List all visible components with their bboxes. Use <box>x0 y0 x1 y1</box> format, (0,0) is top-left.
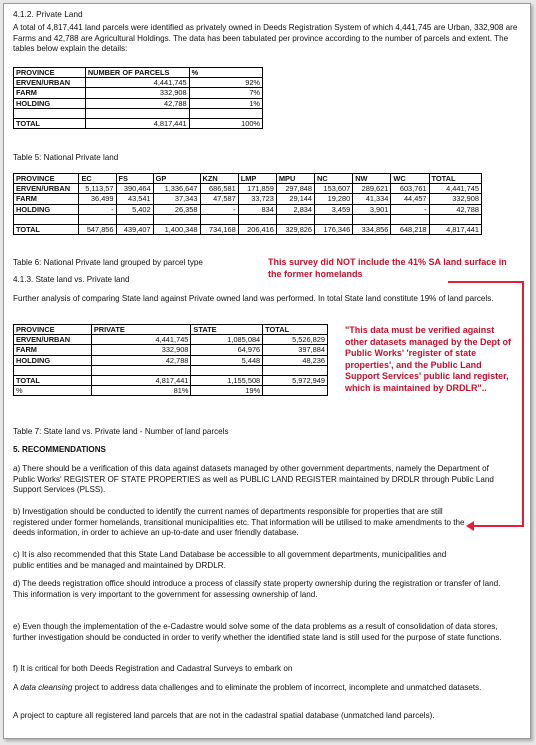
section-heading-private-land: 4.1.2. Private Land <box>13 9 83 19</box>
table-cell: 5,113,57 <box>79 184 116 194</box>
table-state-vs-private <box>13 324 328 396</box>
table-cell: 37,343 <box>153 194 200 204</box>
table-cell: - <box>79 204 116 214</box>
table-cell: HOLDING <box>14 204 79 214</box>
table-cell: 289,621 <box>353 184 391 194</box>
table-cell: 834 <box>238 204 276 214</box>
table-header-cell: NUMBER OF PARCELS <box>85 68 189 78</box>
table-cell: 44,457 <box>391 194 429 204</box>
table-caption: Table 7: State land vs. Private land - Number of land parcels <box>13 427 229 436</box>
table-cell: ERVEN/URBAN <box>14 335 92 345</box>
table-cell: 397,884 <box>263 345 328 355</box>
table-percent-row <box>14 386 328 396</box>
table-cell: 332,908 <box>91 345 191 355</box>
table-header-cell: PROVINCE <box>14 68 86 78</box>
annotation-connector-bottom <box>474 525 524 527</box>
table-cell: - <box>200 204 238 214</box>
table-header-cell: EC <box>79 174 116 184</box>
table-cell: FARM <box>14 345 92 355</box>
table-cell: 42,788 <box>91 355 191 365</box>
table-cell: 5,402 <box>116 204 153 214</box>
table-cell: 47,587 <box>200 194 238 204</box>
table-header-cell: MPU <box>276 174 314 184</box>
recommendation-capture-parcels: A project to capture all registered land parcels that are not in the cadastral spatial database (unmatched land parcels). <box>13 711 435 720</box>
table-header-row <box>14 68 263 78</box>
table-cell: 36,499 <box>79 194 116 204</box>
table-cell: 1,085,084 <box>191 335 263 345</box>
table-cell: 42,788 <box>85 98 189 108</box>
table-cell: - <box>391 204 429 214</box>
table-row <box>14 98 263 108</box>
table-cell: 2,834 <box>276 204 314 214</box>
table-cell: 1,400,348 <box>153 224 200 234</box>
recommendation-d: d) The deeds registration office should introduce a process of classify state property ownership during the registration or transfer of land. This information is very important to the government for assessing ownership of land. <box>13 579 501 599</box>
table-cell: 1,336,647 <box>153 184 200 194</box>
table-header-cell: STATE <box>191 325 263 335</box>
table-header-cell: GP <box>153 174 200 184</box>
table-cell: TOTAL <box>14 224 79 234</box>
table-cell: 19% <box>191 386 263 396</box>
table-cell: HOLDING <box>14 355 92 365</box>
table-header-cell: WC <box>391 174 429 184</box>
table-cell: 332,908 <box>429 194 481 204</box>
table-header-cell: LMP <box>238 174 276 184</box>
table-header-cell: PROVINCE <box>14 325 92 335</box>
table-cell: 603,761 <box>391 184 429 194</box>
table-cell: 3,459 <box>315 204 353 214</box>
table-cell: 43,541 <box>116 194 153 204</box>
table-spacer-row <box>14 108 263 118</box>
table-row <box>14 335 328 345</box>
recommendation-e: e) Even though the implementation of the e-Cadastre would solve some of the data problems as a result of consolidation of data stores, further investigation should be conducted in order to verify whether the identified state land is still used for the purpose of state functions. <box>13 622 502 642</box>
table-header-cell: NW <box>353 174 391 184</box>
table-cell: 64,976 <box>191 345 263 355</box>
table-header-cell: TOTAL <box>429 174 481 184</box>
table-total-row <box>14 118 263 128</box>
private-land-paragraph: A total of 4,817,441 land parcels were identified as privately owned in Deeds Registration System of which 4,441,745 are Urban, 332,908 are Farms and 42,788 are Agricultural Holdings. The data has been tabulated per province according to the number of parcels and extent. The tables below explain the details: <box>13 23 518 54</box>
table-caption: Table 5: National Private land <box>13 153 119 162</box>
table-cell: 29,144 <box>276 194 314 204</box>
table-cell: 648,218 <box>391 224 429 234</box>
table-cell: 334,856 <box>353 224 391 234</box>
table-spacer-row <box>14 365 328 375</box>
table-cell: 81% <box>91 386 191 396</box>
state-vs-private-paragraph: Further analysis of comparing State land against Private owned land was performed. In total State land constitute 19% of land parcels. <box>13 294 494 303</box>
table-private-land-by-province <box>13 173 482 235</box>
emphasis-data-cleansing: data cleansing <box>20 683 73 692</box>
table-cell: 48,236 <box>263 355 328 365</box>
table-cell: 439,407 <box>116 224 153 234</box>
table-cell: 686,581 <box>200 184 238 194</box>
table-cell: TOTAL <box>14 118 86 128</box>
table-cell: 734,168 <box>200 224 238 234</box>
recommendations-heading: 5. RECOMMENDATIONS <box>13 445 106 454</box>
table-cell: 153,607 <box>315 184 353 194</box>
table-cell: 4,817,441 <box>429 224 481 234</box>
table-cell: 171,859 <box>238 184 276 194</box>
table-cell: 5,526,829 <box>263 335 328 345</box>
table-row <box>14 204 482 214</box>
table-cell: 5,972,949 <box>263 375 328 385</box>
table-header-cell: KZN <box>200 174 238 184</box>
table-header-cell: PRIVATE <box>91 325 191 335</box>
table-cell: 33,723 <box>238 194 276 204</box>
annotation-homelands-note: This survey did NOT include the 41% SA land surface in the former homelands <box>268 257 507 279</box>
table-cell: HOLDING <box>14 98 86 108</box>
table-cell: % <box>14 386 92 396</box>
table-cell: ERVEN/URBAN <box>14 184 79 194</box>
table-header-cell: PROVINCE <box>14 174 79 184</box>
recommendation-b: b) Investigation should be conducted to identify the current names of departments responsible for properties that are still registered under former homelands, transitional municipalities etc. That information will be utilised to make amendments to the deeds information, in order to achieve an up-to-date and user friendly database. <box>13 507 465 538</box>
table-cell: 4,817,441 <box>85 118 189 128</box>
recommendation-f: f) It is critical for both Deeds Registration and Cadastral Surveys to embark on <box>13 664 293 673</box>
text-prefix: A <box>13 683 21 692</box>
table-row <box>14 355 328 365</box>
table-cell: FARM <box>14 88 86 98</box>
annotation-connector-vertical <box>522 281 524 527</box>
table-row <box>14 345 328 355</box>
table-cell: 5,448 <box>191 355 263 365</box>
document-page <box>3 3 531 739</box>
table-cell: 1,155,508 <box>191 375 263 385</box>
table-cell: 1% <box>189 98 262 108</box>
table-national-private-land <box>13 67 263 129</box>
recommendation-data-cleansing <box>13 683 513 694</box>
table-row <box>14 88 263 98</box>
table-cell: 329,826 <box>276 224 314 234</box>
table-cell: 19,280 <box>315 194 353 204</box>
table-total-row <box>14 375 328 385</box>
annotation-verification-note: "This data must be verified against other datasets managed by the Dept of Public Works' 'register of state properties', and the Public Land Support Services' public land register, which is maintained by DRDLR".. <box>345 325 512 393</box>
table-cell: 26,358 <box>153 204 200 214</box>
table-cell: TOTAL <box>14 375 92 385</box>
table-cell: 390,464 <box>116 184 153 194</box>
table-header-cell: NC <box>315 174 353 184</box>
table-cell: 3,901 <box>353 204 391 214</box>
table-cell: FARM <box>14 194 79 204</box>
table-cell: 100% <box>189 118 262 128</box>
table-cell <box>263 386 328 396</box>
table-cell: 41,334 <box>353 194 391 204</box>
table-cell: 4,441,745 <box>429 184 481 194</box>
table-row <box>14 194 482 204</box>
table-row <box>14 78 263 88</box>
text-rest: project to address data challenges and to eliminate the problem of incorrect, incomplete and unmatched datasets. <box>72 683 482 692</box>
table-cell: 4,441,745 <box>85 78 189 88</box>
table-cell: 297,848 <box>276 184 314 194</box>
recommendation-a: a) There should be a verification of this data against datasets managed by other government departments, namely the Department of Public Works' REGISTER OF STATE PROPERTIES as well as PUBLIC LAND REGISTER maintained by DRDLR through Public Land Support Services (PLSS). <box>13 464 494 495</box>
table-header-row <box>14 325 328 335</box>
section-heading-state-vs-private: 4.1.3. State land vs. Private land <box>13 275 130 284</box>
table-cell: 4,817,441 <box>91 375 191 385</box>
table-cell: 42,788 <box>429 204 481 214</box>
table-cell: 332,908 <box>85 88 189 98</box>
table-caption: Table 6: National Private land grouped by parcel type <box>13 258 203 267</box>
table-cell: 547,856 <box>79 224 116 234</box>
table-cell: 176,346 <box>315 224 353 234</box>
table-header-cell: TOTAL <box>263 325 328 335</box>
table-total-row <box>14 224 482 234</box>
annotation-connector-top <box>448 281 524 283</box>
table-spacer-row <box>14 214 482 224</box>
table-header-row <box>14 174 482 184</box>
table-cell: 7% <box>189 88 262 98</box>
table-cell: 4,441,745 <box>91 335 191 345</box>
table-cell: ERVEN/URBAN <box>14 78 86 88</box>
table-header-cell: FS <box>116 174 153 184</box>
recommendation-c: c) It is also recommended that this State Land Database be accessible to all government departments, municipalities and public entities and be managed and maintained by DRDLR. <box>13 550 447 570</box>
table-cell: 92% <box>189 78 262 88</box>
table-cell: 206,416 <box>238 224 276 234</box>
table-row <box>14 184 482 194</box>
table-header-cell: % <box>189 68 262 78</box>
